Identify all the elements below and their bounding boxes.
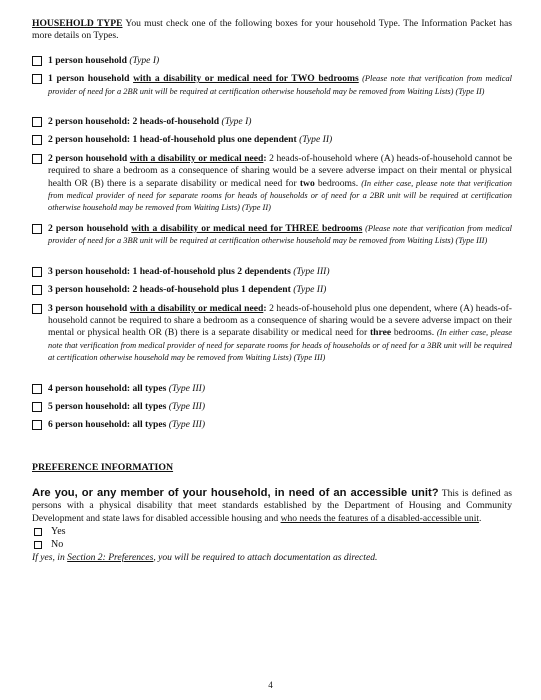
household-option-2-person-2-heads[interactable]: 2 person household: 2 heads-of-household (Type I) bbox=[32, 116, 512, 128]
checkbox[interactable] bbox=[32, 420, 42, 430]
household-type-intro: HOUSEHOLD TYPE You must check one of the following boxes for your household Type. The Information Packet has more details on Types. bbox=[32, 18, 512, 42]
household-type-heading: HOUSEHOLD TYPE bbox=[32, 18, 123, 29]
household-option-5-person[interactable]: 5 person household: all types (Type III) bbox=[32, 401, 512, 413]
page-number: 4 bbox=[268, 680, 273, 690]
checkbox[interactable] bbox=[32, 304, 42, 314]
household-option-1-person-2br[interactable]: 1 person household with a disability or medical need for TWO bedrooms (Please note that verification from medical provider of need for a 2BR unit will be required at certification otherwise household may be removed from Waiting Lists) (Type II) bbox=[32, 73, 512, 98]
checkbox[interactable] bbox=[32, 154, 42, 164]
household-option-2-person-3br[interactable]: 2 person household with a disability or medical need for THREE bedrooms (Please note that verification from medical provider of need for a 3BR unit will be required at certification otherwise household may be removed from Waiting Lists) (Type III) bbox=[32, 223, 512, 248]
preference-heading: PREFERENCE INFORMATION bbox=[32, 461, 174, 473]
checkbox[interactable] bbox=[32, 117, 42, 127]
household-option-2-person-1-dependent[interactable]: 2 person household: 1 head-of-household plus one dependent (Type II) bbox=[32, 134, 512, 146]
preference-footnote: If yes, in Section 2: Preferences, you will be required to attach documentation as directed. bbox=[32, 551, 378, 563]
household-option-4-person[interactable]: 4 person household: all types (Type III) bbox=[32, 383, 512, 395]
checkbox[interactable] bbox=[32, 267, 42, 277]
checkbox[interactable] bbox=[34, 541, 42, 549]
checkbox[interactable] bbox=[32, 224, 42, 234]
household-option-3-person-disability[interactable]: 3 person household with a disability or medical need: 2 heads-of-household plus one dependent, where (A) heads-of-household cannot be required to share a bedroom as a consequence of sharing would be a severe adverse impact on their mental or physical health OR (B) there is a separate disability or medical need for three bedrooms. (In either case, please note that verification from medical provider of need for separate rooms for heads of households or of need for a 3BR unit will be required at certification otherwise household may be removed from Waiting Lists) (Type III) bbox=[32, 303, 512, 365]
household-option-1-person[interactable]: 1 person household (Type I) bbox=[32, 55, 512, 67]
checkbox[interactable] bbox=[32, 135, 42, 145]
checkbox[interactable] bbox=[34, 528, 42, 536]
checkbox[interactable] bbox=[32, 384, 42, 394]
accessible-unit-question: Are you, or any member of your household, in need of an accessible unit? This is defined as persons with a physical disability that meet standards established by the Department of Housing and Community Development and state laws for disabled accessible housing and who needs the features of a disabled-accessible unit. bbox=[32, 486, 513, 524]
checkbox[interactable] bbox=[32, 56, 42, 66]
household-option-3-person-1-head[interactable]: 3 person household: 1 head-of-household plus 2 dependents (Type III) bbox=[32, 266, 512, 278]
option-yes[interactable]: Yes bbox=[32, 525, 512, 538]
household-option-6-person[interactable]: 6 person household: all types (Type III) bbox=[32, 419, 512, 431]
household-option-2-person-disability[interactable]: 2 person household with a disability or medical need: 2 heads-of-household where (A) heads-of-household cannot be required to share a bedroom as a consequence of sharing would be a severe adverse impact on their mental or physical health OR (B) there is a separate disability or medical need for two bedrooms. (In either case, please note that verification from medical provider of need for separate rooms for heads of households or of need for a 2BR unit will be required at certification otherwise household may be removed from Waiting Lists) (Type II) bbox=[32, 153, 512, 215]
document-page bbox=[32, 18, 512, 564]
option-no[interactable]: No bbox=[32, 538, 512, 551]
household-option-3-person-2-heads[interactable]: 3 person household: 2 heads-of-household plus 1 dependent (Type II) bbox=[32, 284, 512, 296]
checkbox[interactable] bbox=[32, 285, 42, 295]
checkbox[interactable] bbox=[32, 402, 42, 412]
checkbox[interactable] bbox=[32, 74, 42, 84]
